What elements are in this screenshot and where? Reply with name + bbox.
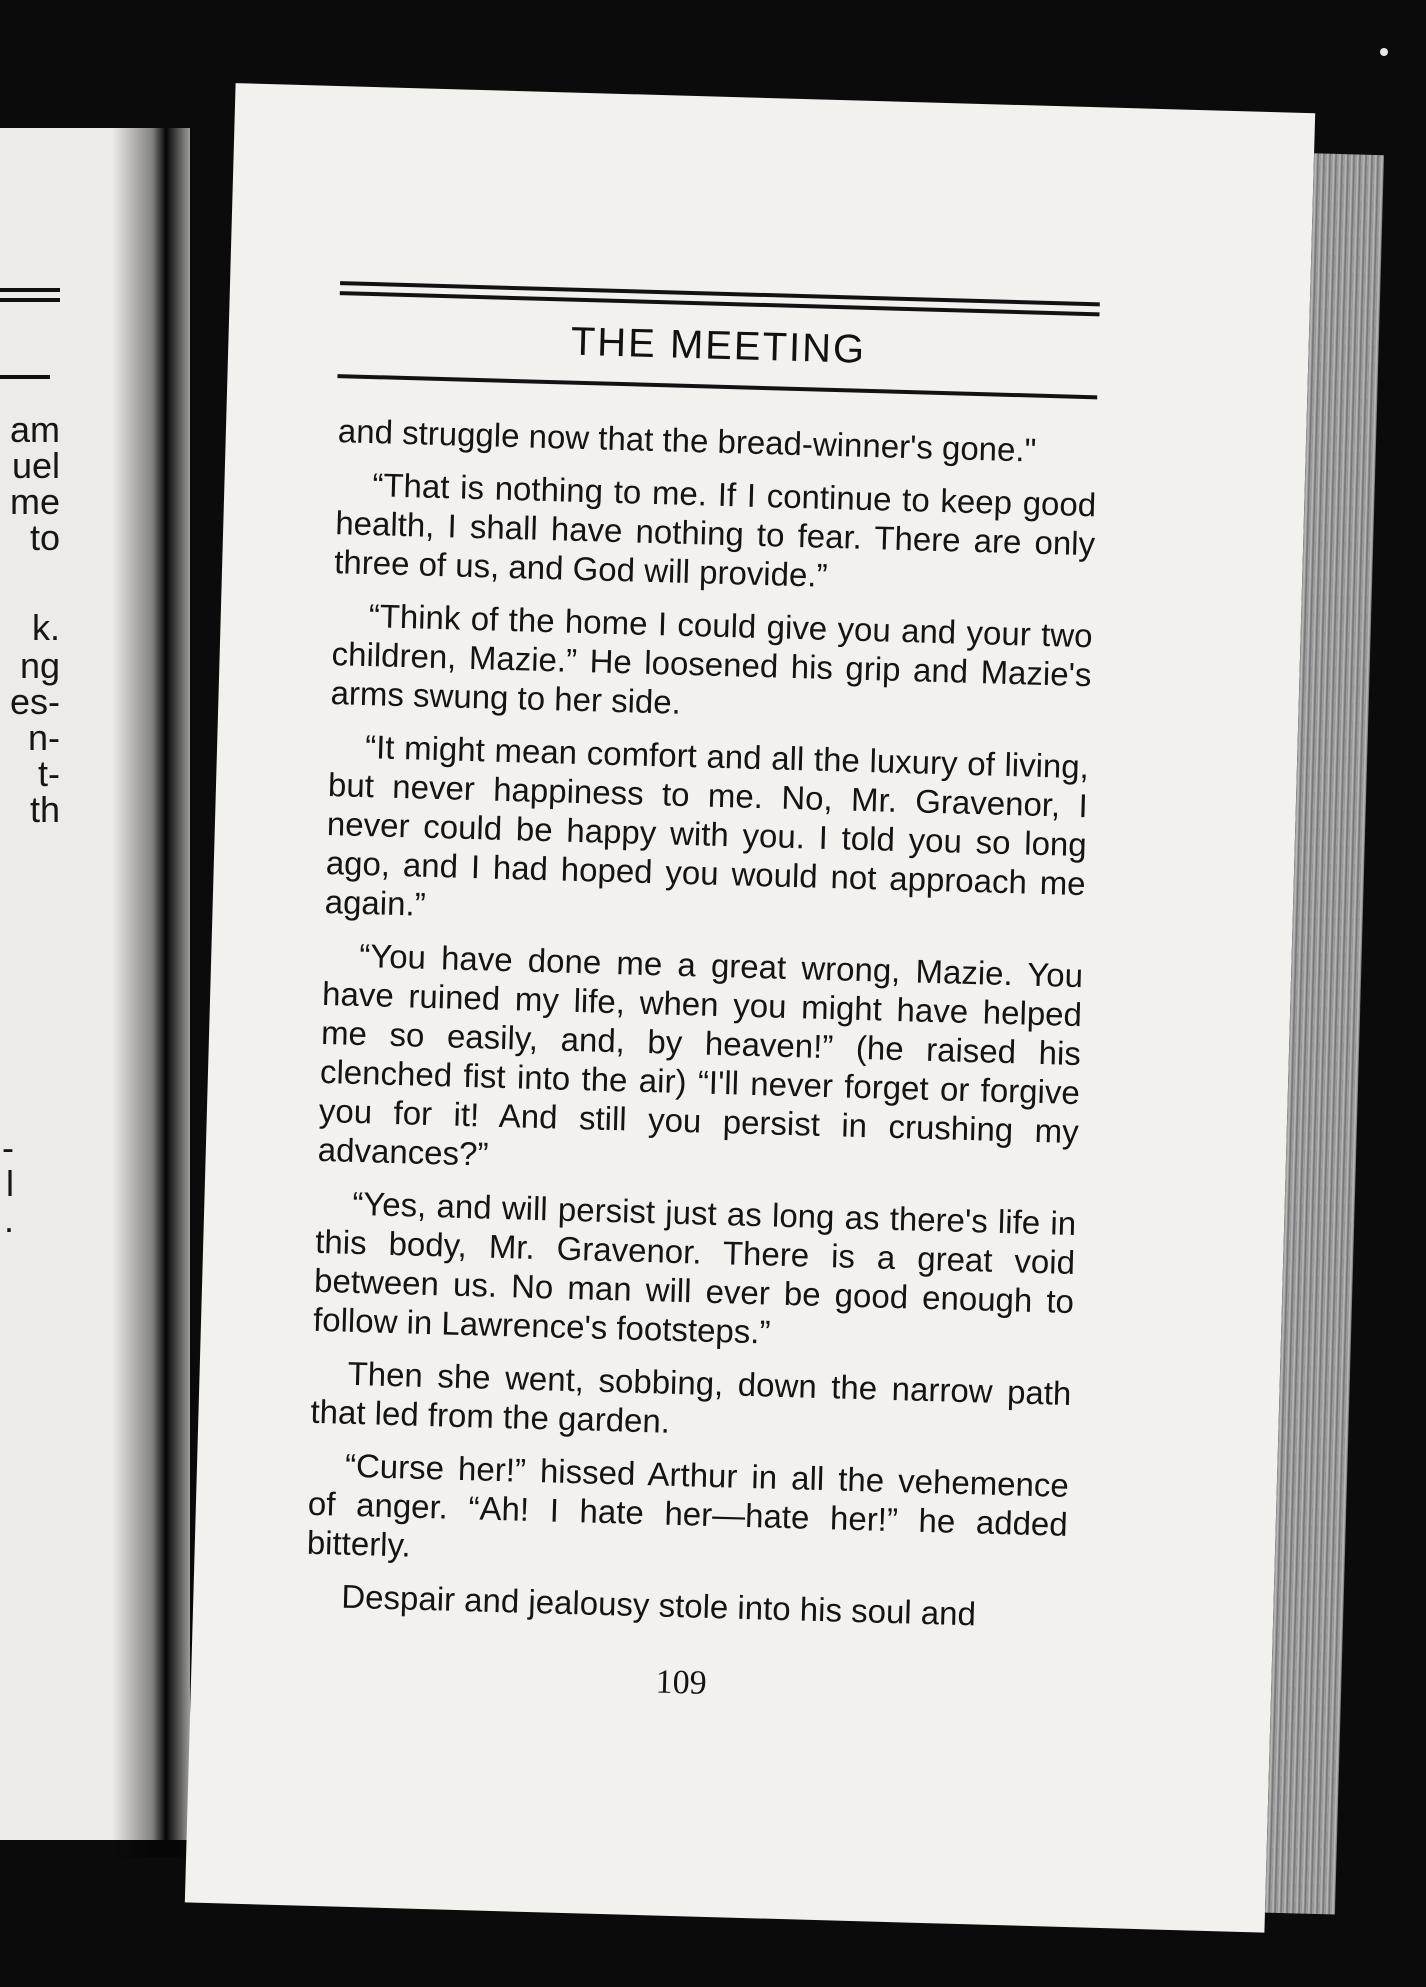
paragraph: “Think of the home I could give you and your two children, Mazie.” He loosened his grip and Mazie's arms swung to her side. [330, 597, 1094, 721]
paragraph: “Yes, and will persist just as long as there's life in this body, Mr. Gravenor. There is a great void between us. No man will ever be good enough to follow in Lawrence's footsteps.” [312, 1184, 1077, 1351]
body-text [304, 411, 1098, 1650]
left-page-fragment: k. [31, 607, 60, 648]
left-page-fragment: th [29, 789, 60, 830]
left-page-fragment: t- [38, 753, 60, 794]
paragraph: “That is nothing to me. If I continue to keep good health, I shall have nothing to fear. There are only three of us, and God will provide.” [333, 466, 1097, 594]
page-number: 109 [655, 1663, 708, 1702]
paragraph: Then she went, sobbing, down the narrow path that led from the garden. [310, 1354, 1072, 1440]
left-page-fragment: es- [9, 681, 60, 722]
paragraph: “You have done me a great wrong, Mazie. You have ruined my life, when you might have helped me so easily, and, by heaven!” (he raised his clenched fist into the air) “I'll never forget or forgive you for it! And still you persist in crushing my advances?” [317, 936, 1084, 1173]
left-page-fragment: ng [19, 645, 60, 686]
left-page-fragment: n- [27, 717, 60, 758]
dust-speck [1380, 48, 1388, 56]
left-page-fragment: to [29, 517, 60, 558]
left-page-fragment: me [9, 481, 60, 522]
paragraph: “Curse her!” hissed Arthur in all the vehemence of anger. “Ah! I hate her—hate her!” he added bitterly. [306, 1446, 1070, 1564]
page-header [337, 281, 1100, 405]
left-page-fragment: . [3, 1199, 14, 1240]
paragraph: Despair and jealousy stole into his soul and [340, 1577, 977, 1633]
left-page-fragment: am [9, 409, 60, 450]
left-page-fragment: l [6, 1163, 14, 1204]
left-page-rule [0, 298, 60, 302]
left-page-fragment: uel [11, 445, 60, 486]
book-page [125, 81, 1385, 1934]
running-head: THE MEETING [570, 319, 867, 372]
paragraph: and struggle now that the bread-winner's gone." [337, 412, 1037, 469]
paragraph: “It might mean comfort and all the luxury of living, but never happiness to me. No, Mr. Gravenor, I never could be happy with you. I told you so long ago, and I had hoped you would not approach me again.” [324, 728, 1090, 923]
left-page-rule [0, 288, 60, 292]
left-page-fragment: - [2, 1127, 14, 1168]
left-page-rule [0, 375, 50, 379]
